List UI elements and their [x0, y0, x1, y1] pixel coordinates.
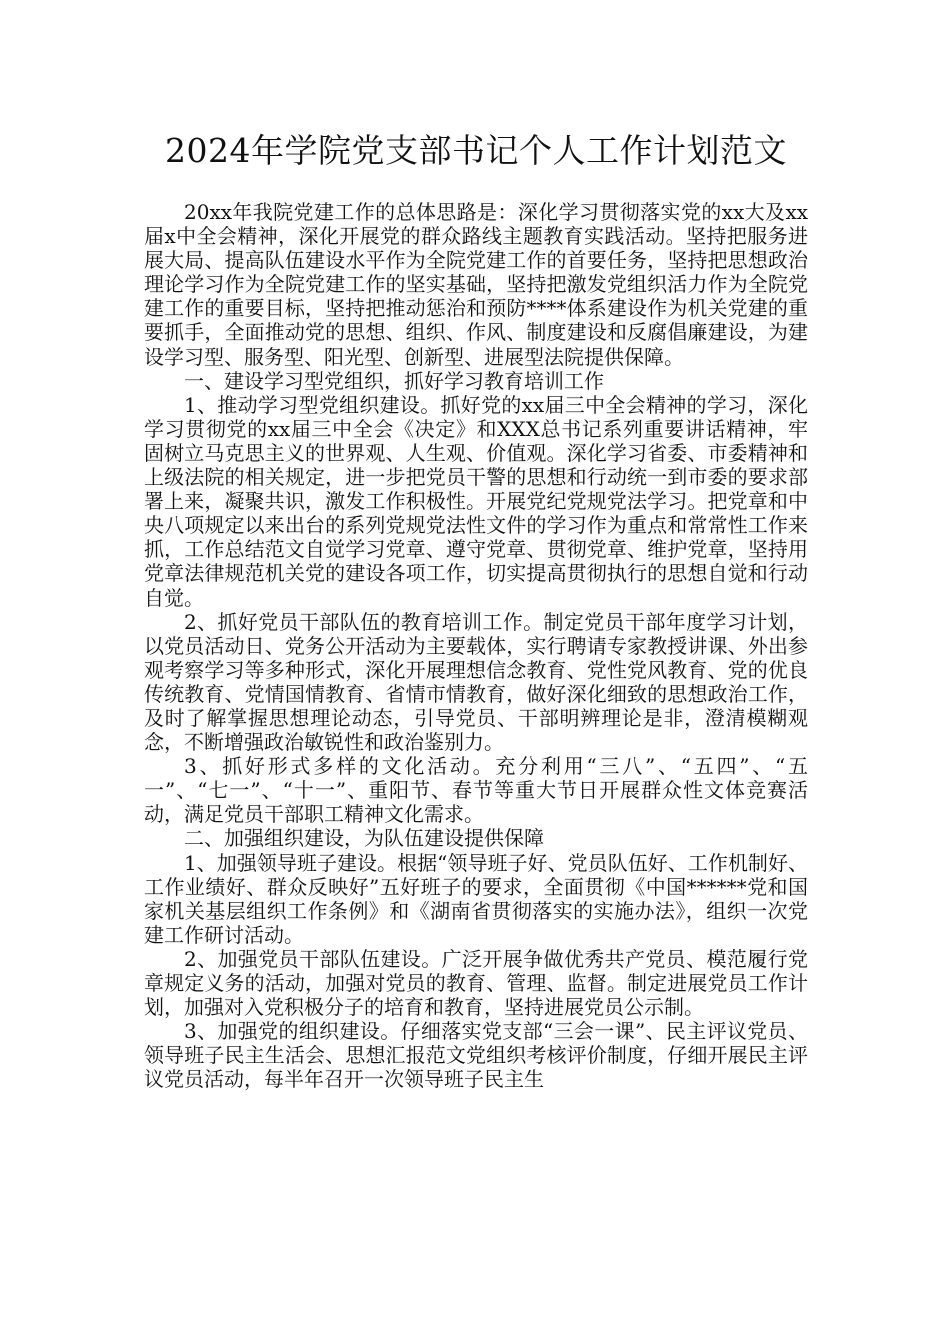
body-paragraph-1-1: 1、推动学习型党组织建设。抓好党的xx届三中全会精神的学习，深化学习贯彻党的xx届三中全会《决定》和XXX总书记系列重要讲话精神，牢固树立马克思主义的世界观、人生观、价值观。深化学习省委、市委精神和上级法院的相关规定，进一步把党员干警的思想和行动统一到市委的要求部署上来，凝聚共识，激发工作积极性。开展党纪党规党法学习。把党章和中央八项规定以来出台的系列党规党法性文件的学习作为重点和常常性工作来抓，工作总结范文自觉学习党章、遵守党章、贯彻党章、维护党章，坚持用党章法律规范机关党的建设各项工作，切实提高贯彻执行的思想自觉和行动自觉。: [144, 392, 808, 610]
body-paragraph-2-2: 2、加强党员干部队伍建设。广泛开展争做优秀共产党员、模范履行党章规定义务的活动，加强对党员的教育、管理、监督。制定进展党员工作计划，加强对入党积极分子的培育和教育，坚持进展党员公示制。: [144, 946, 808, 1020]
document-title: 2024年学院党支部书记个人工作计划范文: [165, 131, 787, 170]
body-paragraph-1-3: 3、抓好形式多样的文化活动。充分利用“三八”、“五四”、“五一”、“七一”、“十一”、重阳节、春节等重大节日开展群众性文体竞赛活动，满足党员干部职工精神文化需求。: [144, 754, 808, 827]
body-paragraph-2-3: 3、加强党的组织建设。仔细落实党支部“三会一课”、民主评议党员、领导班子民主生活会、思想汇报范文党组织考核评价制度，仔细开展民主评议党员活动，每半年召开一次领导班子民主生: [144, 1019, 808, 1092]
document-page: [144, 128, 808, 1091]
body-paragraph-intro: 20xx年我院党建工作的总体思路是：深化学习贯彻落实党的xx大及xx届x中全会精神，深化开展党的群众路线主题教育实践活动。坚持把服务进展大局、提高队伍建设水平作为全院党建工作的首要任务，坚持把思想政治理论学习作为全院党建工作的坚实基础，坚持把激发党组织活力作为全院党建工作的重要目标，坚持把推动惩治和预防****体系建设作为机关党建的重要抓手，全面推动党的思想、组织、作风、制度建设和反腐倡廉建设，为建设学习型、服务型、阳光型、创新型、进展型法院提供保障。: [144, 200, 808, 369]
section-heading-2: 二、加强组织建设，为队伍建设提供保障: [184, 826, 544, 851]
body-paragraph-2-1: 1、加强领导班子建设。根据“领导班子好、党员队伍好、工作机制好、工作业绩好、群众反映好”五好班子的要求，全面贯彻《中国******党和国家机关基层组织工作条例》和《湖南省贯彻落实的实施办法》，组织一次党建工作研讨活动。: [144, 850, 808, 947]
section-heading-1: 一、建设学习型党组织，抓好学习教育培训工作: [184, 368, 604, 393]
body-paragraph-1-2: 2、抓好党员干部队伍的教育培训工作。制定党员干部年度学习计划，以党员活动日、党务公开活动为主要载体，实行聘请专家教授讲课、外出参观考察学习等多种形式，深化开展理想信念教育、党性党风教育、党的优良传统教育、党情国情教育、省情市情教育，做好深化细致的思想政治工作，及时了解掌握思想理论动态，引导党员、干部明辨理论是非，澄清模糊观念，不断增强政治敏锐性和政治鉴别力。: [144, 609, 808, 755]
